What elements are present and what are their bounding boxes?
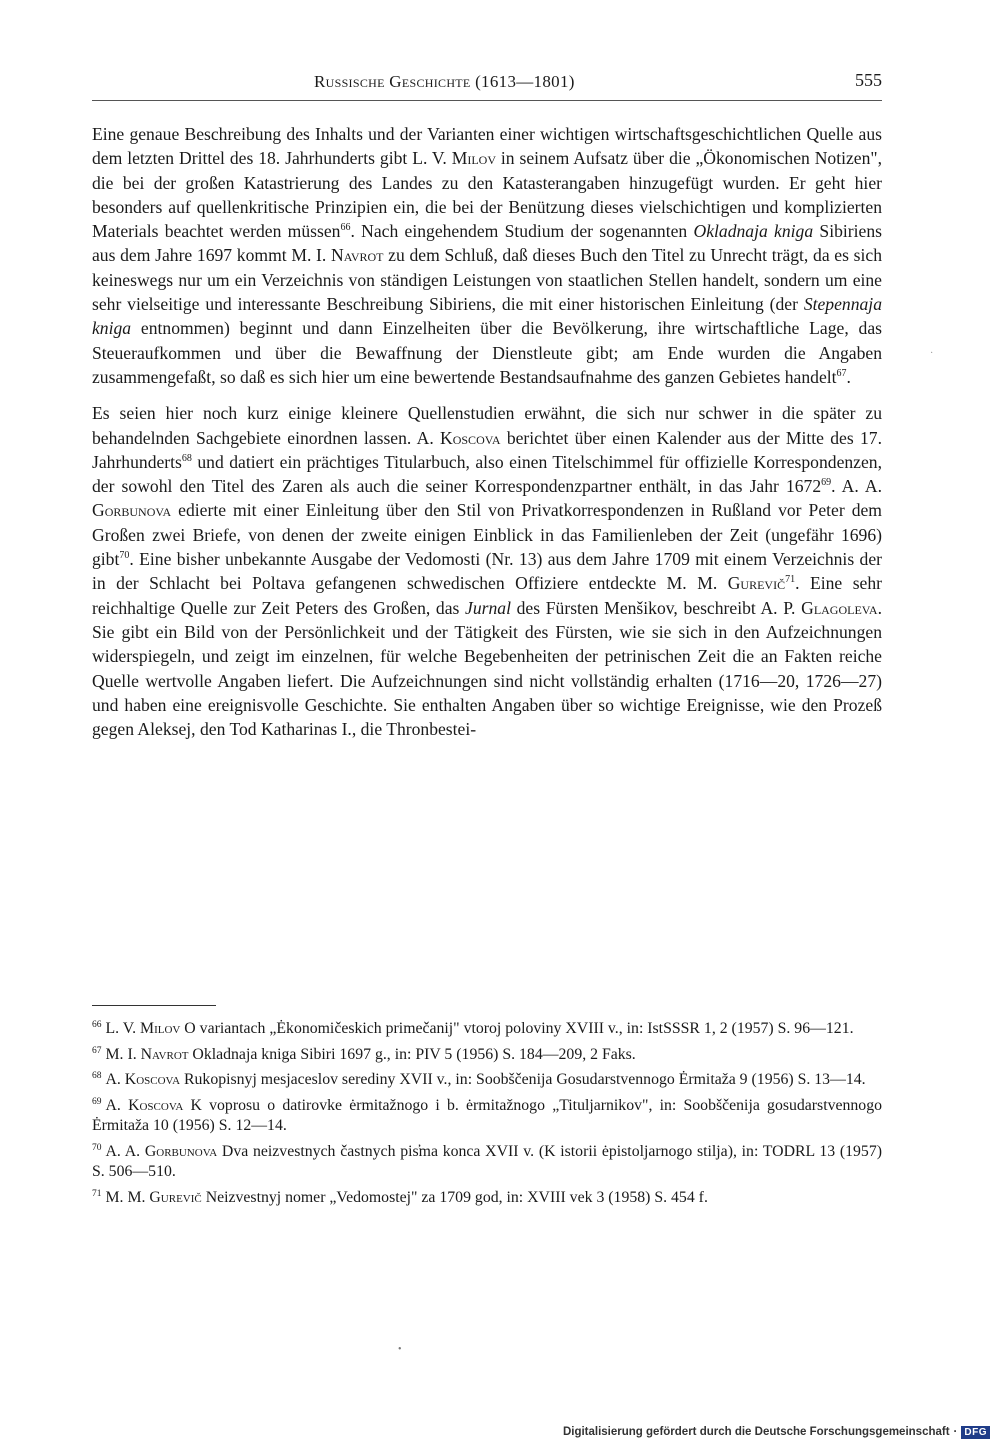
footnotes (92, 1019, 882, 1213)
title-italic: Okladnaja kniga (693, 221, 814, 242)
page-number: 555 (855, 70, 882, 90)
body-text (92, 122, 882, 753)
paragraph: Eine genaue Beschreibung des Inhalts und der Varianten einer wichtigen wirtschaftsgeschichtlichen Quelle aus dem letzten Drittel des 18. Jahrhunderts gibt L. V. Milov in seinem Aufsatz über die „Ökonomischen Notizen", die bei der großen Katastrierung des Landes zu den Katasterangaben hinzugefügt wurden. Er geht hier besonders auf quellenkritische Prinzipien ein, die bei der Benützung dieses vielschichtigen und komplizierten Materials beachtet werden müssen$^{66}$. Nach eingehendem Studium der sogenannten Okladnaja kniga Sibiriens aus dem Jahre 1697 kommt M. I. Navrot zu dem Schluß, daß dieses Buch den Titel zu Unrecht trägt, da es sich keineswegs nur um ein Verzeichnis von ständigen Leistungen von staatlichen Stellen handelt, sondern um eine sehr vielseitige und interessante Beschreibung Sibiriens, die mit einer historischen Einleitung (der Stepennaja kniga entnommen) beginnt und dann Einzelheiten über die Bevölkerung, ihre wirtschaftliche Lage, das Steueraufkommen und über die Bewaffnung der Dienstleute gibt; am Ende wurden die Angaben zusammengefaßt, so daß es sich hier um eine bewertende Bestandsaufnahme des ganzen Gebietes handelt$^{67}$. (92, 124, 882, 387)
footnote: $^{66}$ L. V. Milov O variantach „Ėkonomičeskich primečanij" vtoroj poloviny XVIII v., in: IstSSSR 1, 2 (1957) S. 96—121. (92, 1020, 854, 1037)
title-italic: Stepennaja kniga (92, 294, 882, 339)
author-name: Koscova (440, 427, 501, 448)
author-name: Gorbunova (92, 500, 172, 521)
footnote-ref: 70 (119, 550, 130, 562)
dfg-logo: DFG (961, 1426, 990, 1439)
scan-speck: · (930, 348, 934, 359)
footnote: $^{71}$ M. M. Gurevič Neizvestnyj nomer „Vedomostej" za 1709 god, in: XVIII vek 3 (1958) S. 454 f. (92, 1188, 708, 1206)
author-name: Glagoleva (801, 597, 878, 618)
footnote-ref: 68 (181, 452, 192, 464)
paragraph: Es seien hier noch kurz einige kleinere Quellenstudien erwähnt, die sich nur schwer in die später zu behandelnden Sachgebiete einordnen lassen. A. Koscova berichtet über einen Kalender aus der Mitte des 17. Jahrhunderts$^{68}$ und datiert ein prächtiges Titularbuch, also einen Titelschimmel für offizielle Korrespondenzen, der sowohl den Titel des Zaren als auch die seiner Korrespondenzpartner enthält, in das Jahr 1672$^{69}$. A. A. Gorbunova edierte mit einer Einleitung über den Stil von Privatkorrespondenzen in Rußland vor Peter dem Großen zwei Briefe, von denen der zweite einigen Einblick in das Familienleben der Zeit (ungefähr 1696) gibt$^{70}$. Eine bisher unbekannte Ausgabe der Vedomosti (Nr. 13) aus dem Jahre 1709 mit einem Verzeichnis der in der Schlacht bei Poltava gefangenen schwedischen Offiziere entdeckte M. M. Gurevič$^{71}$. Eine sehr reichhaltige Quelle zur Zeit Peters des Großen, das Jurnal des Fürsten Menšikov, beschreibt A. P. Glagoleva. Sie gibt ein Bild von der Persönlichkeit und der Tätigkeit des Fürsten, wie sie sich in den Aufzeichnungen widerspiegeln, und zeigt im einzelnen, für welche Begebenheiten der petrinischen Zeit die an Fakten reiche Quelle wertvolle Angaben liefert. Die Aufzeichnungen sind nicht vollständig erhalten (1716—20, 1726—27) und haben eine ereignisvolle Geschichte. Sie enthalten Angaben über so wichtige Ereignisse, wie den Prozeß gegen Aleksej, den Tod Katharinas I., die Thronbestei- (92, 403, 883, 740)
scan-speck: • (398, 1344, 402, 1355)
running-header (92, 66, 882, 101)
author-name: Milov (451, 148, 496, 169)
footnote-divider (92, 1005, 216, 1006)
footnote-ref: 67 (836, 367, 847, 379)
funding-footer: Digitalisierung gefördert durch die Deutsche Forschungsgemeinschaft · DFG (563, 1421, 990, 1443)
footnote: $^{69}$ A. Koscova K voprosu o datirovke ėrmitažnogo i b. ėrmitažnogo „Tituljarnikov", in: Soobščenija gosudarstvennogo Ėrmitaža 10 (1956) S. 12—14. (92, 1096, 883, 1134)
footnote-ref: 66 (340, 222, 351, 234)
funding-note: Digitalisierung gefördert durch die Deutsche Forschungsgemeinschaft (562, 1426, 950, 1438)
footnote-ref: 71 (785, 574, 796, 586)
running-title: Russische Geschichte (1613—1801) (314, 72, 575, 91)
author-name: Gurevič (727, 573, 786, 594)
footnote: $^{68}$ A. Koscova Rukopisnyj mesjaceslov serediny XVII v., in: Soobščenija Gosudarstvennogo Ėrmitaža 9 (1956) S. 13—14. (92, 1071, 866, 1088)
footnote: $^{67}$ M. I. Navrot Okladnaja kniga Sibiri 1697 g., in: PIV 5 (1956) S. 184—209, 2 Faks. (92, 1045, 636, 1063)
footnote-ref: 69 (821, 477, 832, 489)
footnote: $^{70}$ A. A. Gorbunova Dva neizvestnych častnych pis̕ma konca XVII v. (K istorii ėpistoljarnogo stilja), in: TODRL 13 (1957) S. 506—510. (92, 1142, 882, 1180)
author-name: Navrot (331, 245, 384, 266)
title-italic: Jurnal (465, 597, 511, 618)
